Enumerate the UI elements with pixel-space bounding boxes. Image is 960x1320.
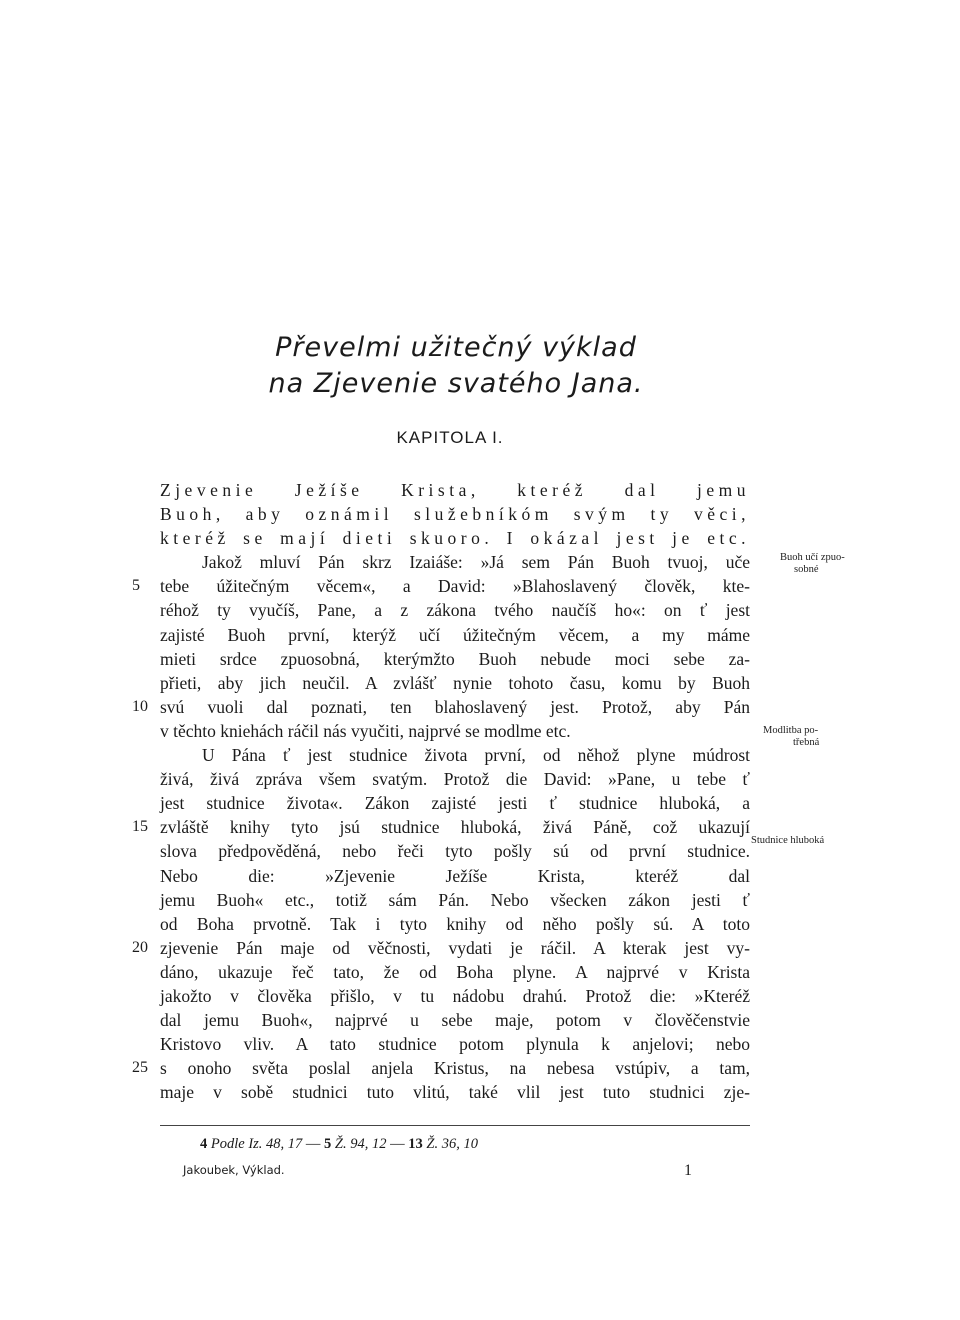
text-line: přieti, aby jich neučil. A zvlášť nynie tohoto času, komu by Buoh <box>160 672 750 693</box>
text-line: jest studnice života«. Zákon zajisté jesti ť studnice hluboká, a <box>160 793 750 814</box>
footnote: 4 Podle Iz. 48, 17 — 5 Ž. 94, 12 — 13 Ž. 36, 10 <box>200 1136 478 1152</box>
text-line: od Boha prvotně. Tak i tyto knihy od něho pošly sú. A toto <box>160 913 750 934</box>
line-number: 5 <box>132 577 140 595</box>
text-line: 15 zvláště knihy tyto jsú studnice hluboká, živá Páně, což ukazují <box>160 815 750 839</box>
text-line: slova předpověděná, nebo řeči tyto pošly sú od první studnice. <box>160 841 750 862</box>
margin-note: Studnice hluboká <box>751 835 825 846</box>
text-line: maje v sobě studnici tuto vlitú, také vlil jest tuto studnici zje- <box>160 1082 750 1103</box>
text-line: živá, živá zpráva všem svatým. Protož die David: »Pane, u tebe ť <box>160 769 750 790</box>
text-line: 25 s onoho světa poslal anjela Kristus, na nebesa vstúpiv, a tam, <box>160 1056 750 1080</box>
text-line: v těchto kniehách ráčil nás vyučiti, najprvé se modlme etc. <box>160 720 571 741</box>
margin-note: Modlitba po- třebná <box>763 725 820 748</box>
text-line: Zjevenie Ježíše Krista, kteréž dal jemu <box>160 480 750 500</box>
title-line-1: Převelmi užitečný výklad <box>275 332 637 363</box>
text-line: kteréž se mají dieti skuoro. I okázal jest je etc. <box>160 528 750 549</box>
text-line: Buoh, aby oznámil služebníkóm svým ty věci, <box>160 504 750 525</box>
page-number: 1 <box>684 1162 692 1179</box>
text-line: 5 tebe úžitečným věcem«, a David: »Blahoslavený člověk, kte- <box>160 574 750 598</box>
line-number: 10 <box>132 697 148 715</box>
title-line-2: na Zjevenie svatého Jana. <box>268 368 644 399</box>
text-line: 10 svú vuoli dal poznati, ten blahoslavený jest. Protož, aby Pán <box>160 695 750 719</box>
text-line: jemu Buoh« etc., totiž sám Pán. Nebo všecken zákon jesti ť <box>160 889 750 910</box>
footnote-rule <box>160 1125 750 1126</box>
text-line: Jakož mluví Pán skrz Izaiáše: »Já sem Pán Buoh tvuoj, uče <box>202 552 750 573</box>
chapter-heading: KAPITOLA I. <box>396 428 504 447</box>
body-text <box>132 478 750 1104</box>
text-line: Nebo die: »Zjevenie Ježíše Krista, kteréž dal <box>160 865 750 886</box>
text-line: dáno, ukazuje řeč tato, že od Boha plyne. A najprvé v Krista <box>160 961 750 982</box>
text-line: zajisté Buoh první, kterýž učí úžitečným věcem, a my máme <box>160 624 750 645</box>
line-number: 20 <box>132 938 148 956</box>
margin-note: Buoh učí zpuo- sobné <box>780 552 845 575</box>
text-line: dal jemu Buoh«, najprvé u sebe maje, potom v člověčenstvie <box>160 1010 750 1031</box>
line-number: 15 <box>132 818 148 836</box>
text-line: réhož ty vyučíš, Pane, a z zákona tvého naučíš ho«: on ť jest <box>160 600 750 621</box>
text-line: jakožto v člověka přišlo, v tu nádobu drahú. Protož die: »Kteréž <box>160 985 750 1006</box>
text-line: Kristovo vliv. A tato studnice potom plynula k anjelovi; nebo <box>160 1034 750 1055</box>
text-line: mieti srdce zpuosobná, kterýmžto Buoh nebude moci sebe za- <box>160 648 750 669</box>
text-line: 20 zjevenie Pán maje od věčnosti, vydati je ráčil. A kterak jest vy- <box>160 936 750 960</box>
line-number: 25 <box>132 1059 148 1077</box>
text-line: U Pána ť jest studnice života první, od něhož plyne múdrost <box>202 745 750 766</box>
signature-mark: Jakoubek, Výklad. <box>183 1163 285 1177</box>
